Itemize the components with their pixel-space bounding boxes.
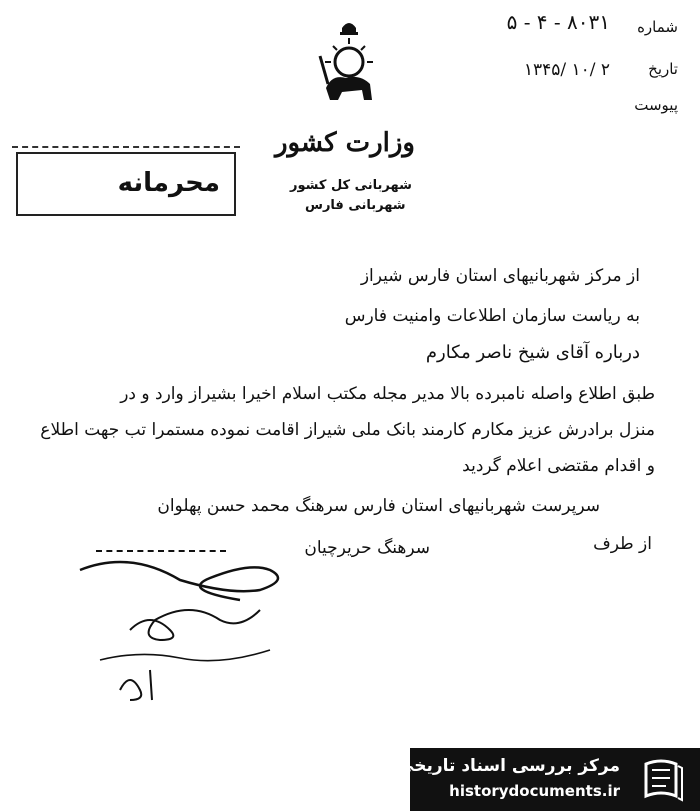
paragraph-line-2: منزل برادرش عزیز مکارم کارمند بانک ملی شیراز اقامت نموده مستمرا تب جهت اطلاع <box>40 420 655 440</box>
paragraph-line-3: و اقدام مقتضی اعلام گردید <box>462 456 655 476</box>
branch-title: شهربانی فارس <box>305 198 406 213</box>
attachment-label: پیوست <box>634 96 678 114</box>
letter-from: از مرکز شهربانیهای استان فارس شیراز <box>360 266 640 286</box>
date-value: ۱۳۴۵/ ۱۰/ ۲ <box>523 60 610 80</box>
document-archive-logo-icon <box>636 756 686 804</box>
number-label: شماره <box>637 18 678 36</box>
watermark-banner <box>397 748 700 811</box>
signatory-line: سرپرست شهربانیهای استان فارس سرهنگ محمد حسن پهلوان <box>157 496 600 516</box>
watermark-title: مرکز بررسی اسناد تاریخی <box>397 756 620 776</box>
lion-and-sun-emblem-icon <box>312 14 386 104</box>
confidential-stamp <box>16 152 236 216</box>
department-title: شهربانی کل کشور <box>290 178 412 193</box>
letter-subject: درباره آقای شیخ ناصر مکارم <box>425 342 640 363</box>
paragraph-line-1: طبق اطلاع واصله نامبرده بالا مدیر مجله مکتب اسلام اخیرا بشیراز وارد و در <box>120 384 655 404</box>
confidential-stamp-text: محرمانه <box>117 168 220 198</box>
on-behalf-prefix: از طرف <box>593 534 652 554</box>
ministry-title: وزارت کشور <box>275 128 415 158</box>
date-label: تاریخ <box>648 60 678 78</box>
watermark-url: historydocuments.ir <box>449 782 620 800</box>
letter-to: به ریاست سازمان اطلاعات وامنیت فارس <box>344 306 640 326</box>
on-behalf-name: سرهنگ حریرچیان <box>304 538 430 558</box>
number-value: ۵ - ۴ - ۸۰۳۱ <box>506 10 610 34</box>
handwritten-signature-drawing <box>60 550 320 710</box>
